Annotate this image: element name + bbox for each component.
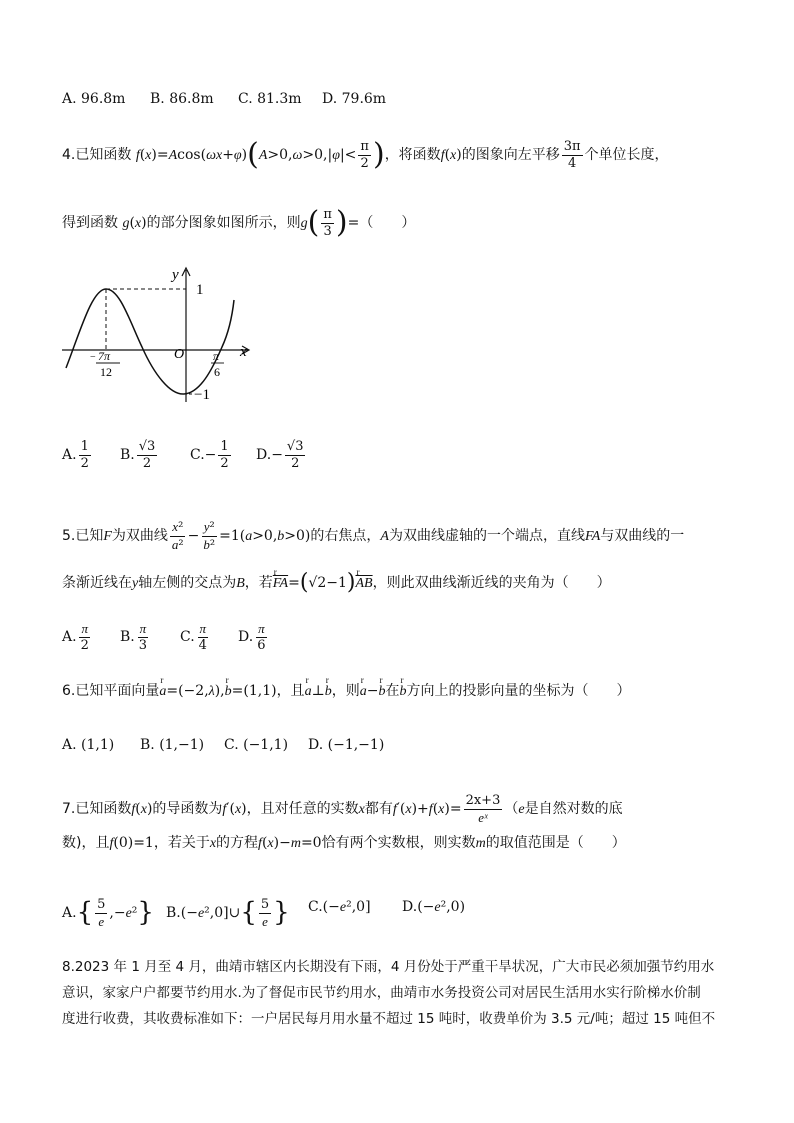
q4-option-d: D.− $\frac{√3}{2}$ bbox=[256, 439, 304, 471]
q5-line-2: 条渐近线在y轴左侧的交点为B，若r $\overline{FA}=(√2-1)r$ $\overline{AB}$，则此双曲线渐近线的夹角为（ ） bbox=[62, 574, 611, 592]
q4-option-a: A. $\frac{1}{2}$ bbox=[62, 439, 89, 471]
q4-shift-fraction: $\frac{3\pi}{4}$ bbox=[563, 139, 581, 171]
q7-line-1: 7.已知函数f(x)的导函数为f′(x)，且对任意的实数x都有f′(x)+f(x)= $\frac{2x+3}{\text{eˣ}}$ （e是自然对数的底 bbox=[62, 793, 623, 825]
origin-label: O bbox=[174, 347, 185, 362]
q5-option-c: C. $\frac{\pi}{4}$ bbox=[180, 621, 207, 653]
q6-option-a: A. (1,1) bbox=[62, 737, 115, 753]
q4-line-1: 4.已知函数 f(x)=Acos(ωx+φ)(A>0,ω>0,|φ|< $\frac{\pi}{2}$ )，将函数f(x)的图象向左平移 $\frac{3\pi}{4}$ 个单位长度， bbox=[62, 137, 669, 173]
q8-line-2: 意识，家家户户都要节约用水.为了督促市民节约用水，曲靖市水务投资公司对居民生活用水实行阶梯水价制 bbox=[62, 985, 701, 1001]
q5-option-a: A. $\frac{\pi}{2}$ bbox=[62, 621, 89, 653]
q3-option-b: B. 86.8m bbox=[150, 91, 214, 107]
q4-option-c: C.− $\frac{1}{2}$ bbox=[190, 439, 229, 471]
q4-arg-fraction: $\frac{\pi}{3}$ bbox=[323, 207, 332, 239]
q6-line: 6.已知平面向量r a=(−2,λ),r b=(1,1)，且r a⊥r b，则r a−r b在r b方向上的投影向量的坐标为（ ） bbox=[62, 684, 630, 699]
q6-option-c: C. (−1,1) bbox=[224, 737, 289, 753]
curve-g bbox=[66, 289, 234, 394]
q4-line-2: 得到函数 g(x)的部分图象如图所示，则g( $\frac{\pi}{3}$ )=（ ） bbox=[62, 205, 416, 241]
left-tick-minus: − bbox=[90, 352, 96, 363]
max-value-label: 1 bbox=[196, 282, 204, 298]
right-tick-denominator: 6 bbox=[214, 365, 220, 379]
q5-option-b: B. $\frac{\pi}{3}$ bbox=[120, 621, 148, 653]
q4-option-b: B. $\frac{√3}{2}$ bbox=[120, 439, 156, 471]
q7-option-c: C.(−e²,0] bbox=[308, 899, 371, 915]
left-tick-denominator: 12 bbox=[100, 365, 112, 379]
q3-option-a: A. 96.8m bbox=[62, 91, 126, 107]
min-value-label: −1 bbox=[194, 387, 210, 403]
q5-line-1: 5.已知F为双曲线 $\frac{\text{x²}}{\text{a²}}$ − $\frac{\text{y²}}{\text{b²}}$ =1(a>0,b>0)的右焦点，A为双曲线虚轴的一个端点，直线FA与双曲线的一 bbox=[62, 519, 685, 553]
q6-option-b: B. (1,−1) bbox=[140, 737, 205, 753]
q6-option-d: D. (−1,−1) bbox=[308, 737, 385, 753]
right-tick-numerator: π bbox=[213, 349, 220, 363]
q3-option-d: D. 79.6m bbox=[322, 91, 387, 107]
x-axis-label: x bbox=[240, 344, 247, 360]
q8-line-1: 8.2023 年 1 月至 4 月，曲靖市辖区内长期没有下雨，4 月份处于严重干旱状况，广大市民必须加强节约用水 bbox=[62, 959, 715, 975]
q8-paragraph bbox=[62, 954, 734, 1032]
q7-option-d: D.(−e²,0) bbox=[402, 899, 466, 915]
q7-line-2: 数)，且f(0)=1，若关于x的方程f(x)−m=0恰有两个实数根，则实数m的取值范围是（ ） bbox=[62, 835, 626, 851]
q7-option-a: A.{ $\frac{5}{e}$ ,−e²} bbox=[62, 897, 154, 929]
q3-option-c: C. 81.3m bbox=[238, 91, 302, 107]
q4-function-graph bbox=[62, 262, 262, 407]
q7-option-b: B.(−e²,0]∪{ $\frac{5}{e}$ } bbox=[166, 897, 290, 929]
q5-option-d: D. $\frac{\pi}{6}$ bbox=[238, 621, 266, 653]
q4-phi-bound-fraction: $\frac{\pi}{2}$ bbox=[360, 139, 369, 171]
q8-line-3: 度进行收费，其收费标准如下：一户居民每月用水量不超过 15 吨时，收费单价为 3.5 元/吨；超过 15 吨但不 bbox=[62, 1011, 716, 1027]
y-axis-label: y bbox=[172, 267, 179, 283]
left-tick-numerator: 7π bbox=[98, 349, 111, 363]
